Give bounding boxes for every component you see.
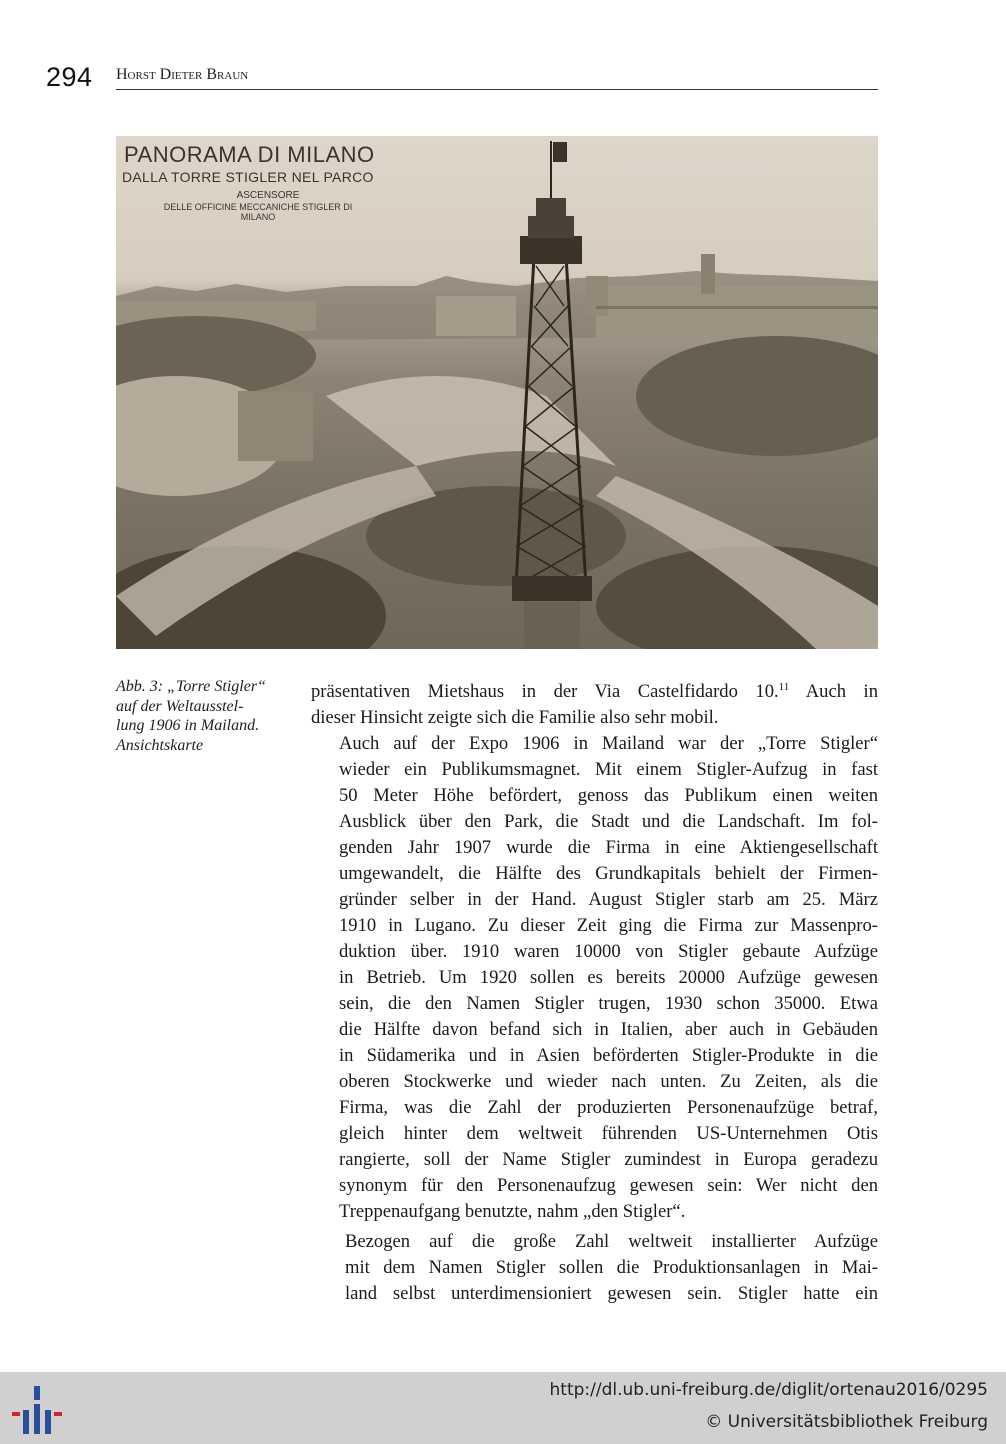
text-line: präsentativen Mietshaus in der Via Castelfidardo 10.11 Auch in [311,681,878,703]
footer-url-link[interactable]: http://dl.ub.uni-freiburg.de/diglit/ortenau2016/0295 [549,1380,988,1400]
ub-freiburg-logo-icon[interactable] [10,1384,66,1436]
text-line: in Betrieb. Um 1920 sollen es bereits 20000 Aufzüge gewesen [339,967,878,989]
postcard-subtitle: DALLA TORRE STIGLER NEL PARCO [122,169,374,185]
text-line: 50 Meter Höhe befördert, genoss das Publikum einen weiten [339,785,878,807]
text-line: Ausblick über den Park, die Stadt und die Landschaft. Im fol- [339,811,878,833]
text-line: synonym für den Personenaufzug gewesen sein: Wer nicht den [339,1175,878,1197]
figure-postcard-image [116,136,878,649]
postcard-ascensore: ASCENSORE [236,190,300,201]
caption-line: auf der Weltausstel- [116,697,244,715]
text-line: mit dem Namen Stigler sollen die Produktionsanlagen in Mai- [345,1257,878,1279]
text-line: Auch auf der Expo 1906 in Mailand war der „Torre Stigler“ [339,733,878,755]
footer-copyright: © Universitätsbibliothek Freiburg [705,1412,988,1432]
text-line: land selbst unterdimensioniert gewesen sein. Stigler hatte ein [345,1283,878,1305]
paragraph-1 [311,674,878,731]
footer-bar [0,1372,1006,1444]
text-line: gründer selber in der Hand. August Stigler starb am 25. März [339,889,878,911]
text-line: 1910 in Lugano. Zu dieser Zeit ging die Firma zur Massenpro- [339,915,878,937]
text-line: die Hälfte davon befand sich in Italien, aber auch in Gebäuden [339,1019,878,1041]
footnote-ref: 11 [778,681,790,693]
paragraph-2 [311,731,878,1225]
header-rule [116,89,878,90]
caption-line: lung 1906 in Mailand. [116,717,260,734]
text-line: rangierte, soll der Name Stigler zumindest in Europa geradezu [339,1149,878,1171]
page-number: 294 [46,62,93,92]
paragraph-3 [311,1229,878,1307]
text-line: dieser Hinsicht zeigte sich die Familie also sehr mobil. [311,707,719,729]
text-line: Bezogen auf die große Zahl weltweit installierter Aufzüge [345,1231,878,1253]
caption-line: Ansichtskarte [116,736,204,754]
text-line: Treppenaufgang benutzte, nahm „den Stigler“. [339,1201,686,1223]
text-line: oberen Stockwerke und wieder nach unten. Zu Zeiten, als die [339,1071,878,1093]
text-line: sein, die den Namen Stigler trugen, 1930 schon 35000. Etwa [339,993,878,1015]
text-line: Firma, was die Zahl der produzierten Personenaufzüge betraf, [339,1097,878,1119]
figure-caption [116,677,294,755]
postcard-title: PANORAMA DI MILANO [124,142,375,167]
postcard-officine: DELLE OFFICINE MECCANICHE STIGLER DI MILANO [163,202,353,222]
text-line: wieder ein Publikumsmagnet. Mit einem Stigler-Aufzug in fast [339,759,878,781]
body-text [311,674,878,1307]
text-line: umgewandelt, die Hälfte des Grundkapitals behielt der Firmen- [339,863,878,885]
text-line: genden Jahr 1907 wurde die Firma in eine Aktiengesellschaft [339,837,878,859]
text-line: gleich hinter dem weltweit führenden US-Unternehmen Otis [339,1123,878,1145]
caption-line: Abb. 3: „Torre Stigler“ [116,678,266,695]
running-head-author: Horst Dieter Braun [116,66,249,83]
text-line: duktion über. 1910 waren 10000 von Stigler gebaute Aufzüge [339,941,878,963]
text-line: in Südamerika und in Asien beförderten Stigler-Produkte in die [339,1045,878,1067]
